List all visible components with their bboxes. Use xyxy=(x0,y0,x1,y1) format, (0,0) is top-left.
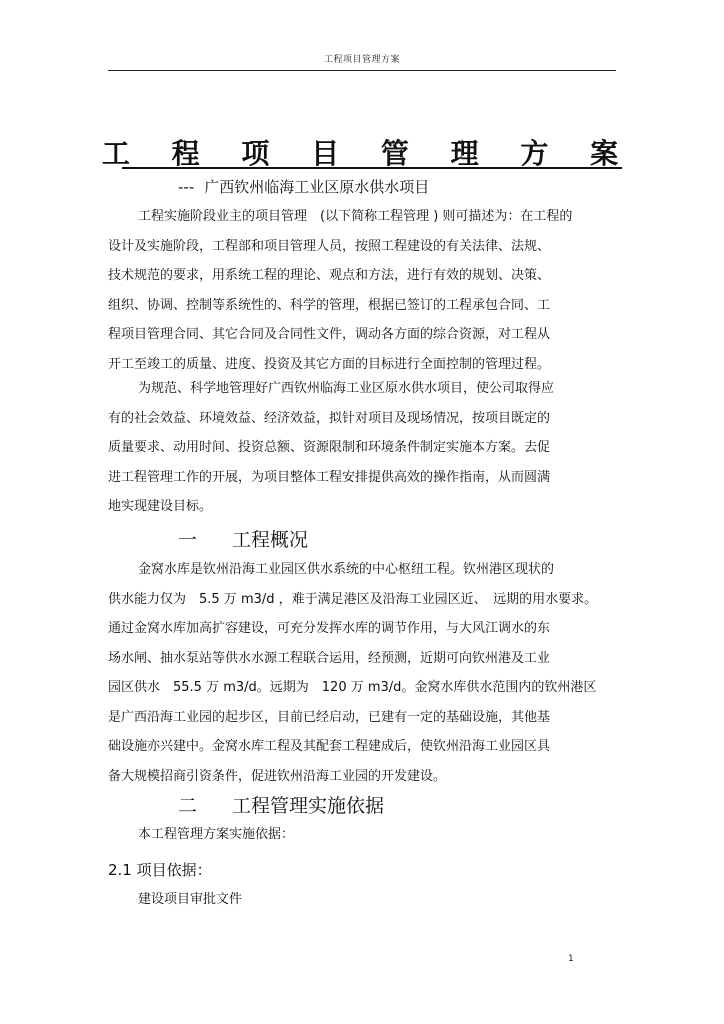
paragraph-line: 金窝水库是钦州沿海工业园区供水系统的中心枢纽工程。钦州港区现状的 xyxy=(138,562,555,577)
paragraph-line: 供水能力仅为 5.5 万 m3/d ，难于满足港区及沿海工业园区近、 远期的用水要求。 xyxy=(108,591,598,607)
paragraph-line: 设计及实施阶段，工程部和项目管理人员，按照工程建设的有关法律、法规、 xyxy=(108,238,551,254)
page-number: 1 xyxy=(568,954,574,964)
paragraph-line: 础设施亦兴建中。金窝水库工程及其配套工程建成后，使钦州沿海工业园区具 xyxy=(108,739,551,754)
paragraph-line: 建设项目审批文件 xyxy=(138,892,243,907)
header-divider xyxy=(108,70,616,71)
section-1-number: 一 xyxy=(178,529,198,551)
paragraph-line: 为规范、科学地管理好广西钦州临海工业区原水供水项目，使公司取得应 xyxy=(138,381,555,396)
paragraph-line: 开工至竣工的质量、进度、投资及其它方面的目标进行全面控制的管理过程。 xyxy=(108,356,551,372)
subsection-2-1-heading: 2.1 项目依据： xyxy=(108,861,212,879)
paragraph-line: 进工程管理工作的开展，为项目整体工程安排提供高效的操作指南，从而圆满 xyxy=(108,469,551,485)
paragraph-line: 有的社会效益、环境效益、经济效益，拟针对项目及现场情况，按项目既定的 xyxy=(108,410,551,426)
paragraph-line: 地实现建设目标。 xyxy=(108,499,213,514)
subtitle-dash: --- xyxy=(178,178,195,196)
paragraph-line: 本工程管理方案实施依据： xyxy=(138,827,295,842)
paragraph-line: 技术规范的要求，用系统工程的理论、观点和方法，进行有效的规划、决策、 xyxy=(108,268,551,283)
section-2-number: 二 xyxy=(178,795,198,817)
section-1-heading xyxy=(178,525,308,552)
subsection-2-1-item xyxy=(108,885,616,915)
section-2-title: 工程管理实施依据 xyxy=(232,795,385,817)
purpose-paragraph xyxy=(108,374,616,522)
paragraph-line: 程项目管理合同、其它合同及合同性文件，调动各方面的综合资源，对工程从 xyxy=(108,327,551,342)
subtitle-text: 广西钦州临海工业区原水供水项目 xyxy=(204,178,430,196)
section-1-paragraph xyxy=(108,555,616,791)
section-2-heading xyxy=(178,791,384,818)
paragraph-line: 质量要求、动用时间、投资总额、资源限制和环境条件制定实施本方案。去促 xyxy=(108,440,551,455)
paragraph-line: 是广西沿海工业园的起步区，目前已经启动，已建有一定的基础设施，其他基 xyxy=(108,709,551,725)
paragraph-line: 组织、协调、控制等系统性的、科学的管理，根据已签订的工程承包合同、工 xyxy=(108,297,551,313)
running-header: 工程项目管理方案 xyxy=(323,55,400,65)
document-subtitle xyxy=(178,176,429,197)
intro-paragraph xyxy=(108,202,616,379)
paragraph-line: 工程实施阶段业主的项目管理 (以下简称工程管理 ) 则可描述为：在工程的 xyxy=(138,209,573,224)
section-1-title: 工程概况 xyxy=(232,529,309,551)
paragraph-line: 园区供水 55.5 万 m3/d。远期为 120 万 m3/d。金窝水库供水范围内的钦州港区 xyxy=(108,680,597,695)
paragraph-line: 通过金窝水库加高扩容建设，可充分发挥水库的调节作用，与大风江调水的东 xyxy=(108,621,551,636)
document-title: 工 程 项 目 管 理 方 案 xyxy=(101,137,635,170)
section-2-intro xyxy=(108,820,616,850)
paragraph-line: 备大规模招商引资条件，促进钦州沿海工业园的开发建设。 xyxy=(108,768,447,784)
paragraph-line: 场水闸、抽水泵站等供水水源工程联合运用，经预测，近期可向钦州港及工业 xyxy=(108,650,551,666)
title-divider xyxy=(122,167,622,169)
